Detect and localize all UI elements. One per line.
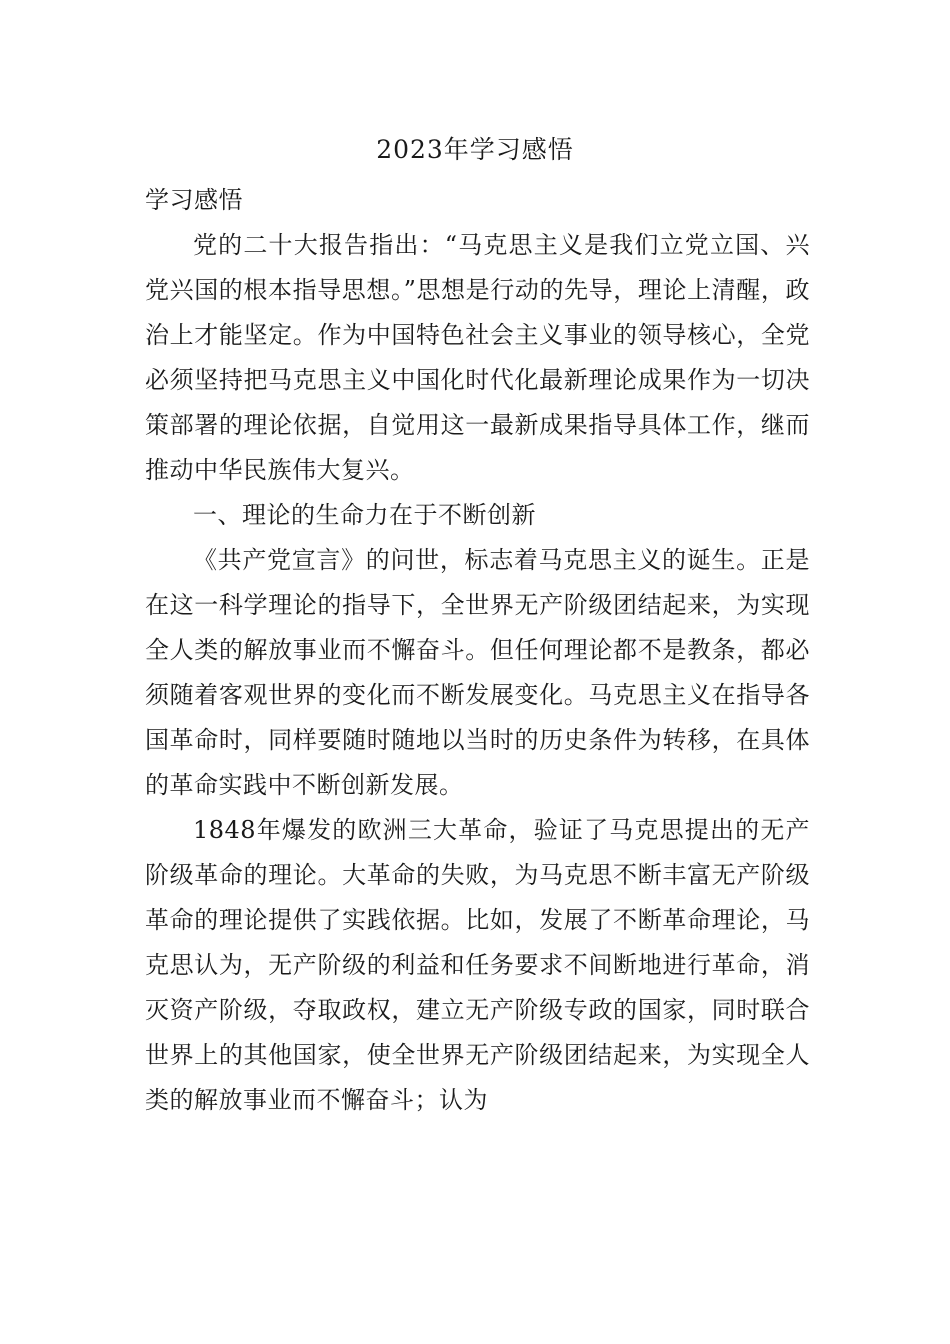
document-body xyxy=(145,178,810,1123)
paragraph-manifesto: 《共产党宣言》的问世，标志着马克思主义的诞生。正是在这一科学理论的指导下，全世界无产阶级团结起来，为实现全人类的解放事业而不懈奋斗。但任何理论都不是教条，都必须随着客观世界的变化而不断发展变化。马克思主义在指导各国革命时，同样要随时随地以当时的历史条件为转移，在具体的革命实践中不断创新发展。 xyxy=(145,546,810,799)
subtitle: 学习感悟 xyxy=(145,186,243,214)
document-title: 2023年学习感悟 xyxy=(376,135,574,164)
section-heading: 一、理论的生命力在于不断创新 xyxy=(193,501,536,529)
paragraph-1848: 1848年爆发的欧洲三大革命，验证了马克思提出的无产阶级革命的理论。大革命的失败，为马克思不断丰富无产阶级革命的理论提供了实践依据。比如，发展了不断革命理论，马克思认为，无产阶级的利益和任务要求不间断地进行革命，消灭资产阶级，夺取政权，建立无产阶级专政的国家，同时联合世界上的其他国家，使全世界无产阶级团结起来，为实现全人类的解放事业而不懈奋斗；认为 xyxy=(145,816,810,1114)
paragraph-intro: 党的二十大报告指出：“马克思主义是我们立党立国、兴党兴国的根本指导思想。”思想是行动的先导，理论上清醒，政治上才能坚定。作为中国特色社会主义事业的领导核心，全党必须坚持把马克思主义中国化时代化最新理论成果作为一切决策部署的理论依据，自觉用这一最新成果指导具体工作，继而推动中华民族伟大复兴。 xyxy=(145,231,810,484)
